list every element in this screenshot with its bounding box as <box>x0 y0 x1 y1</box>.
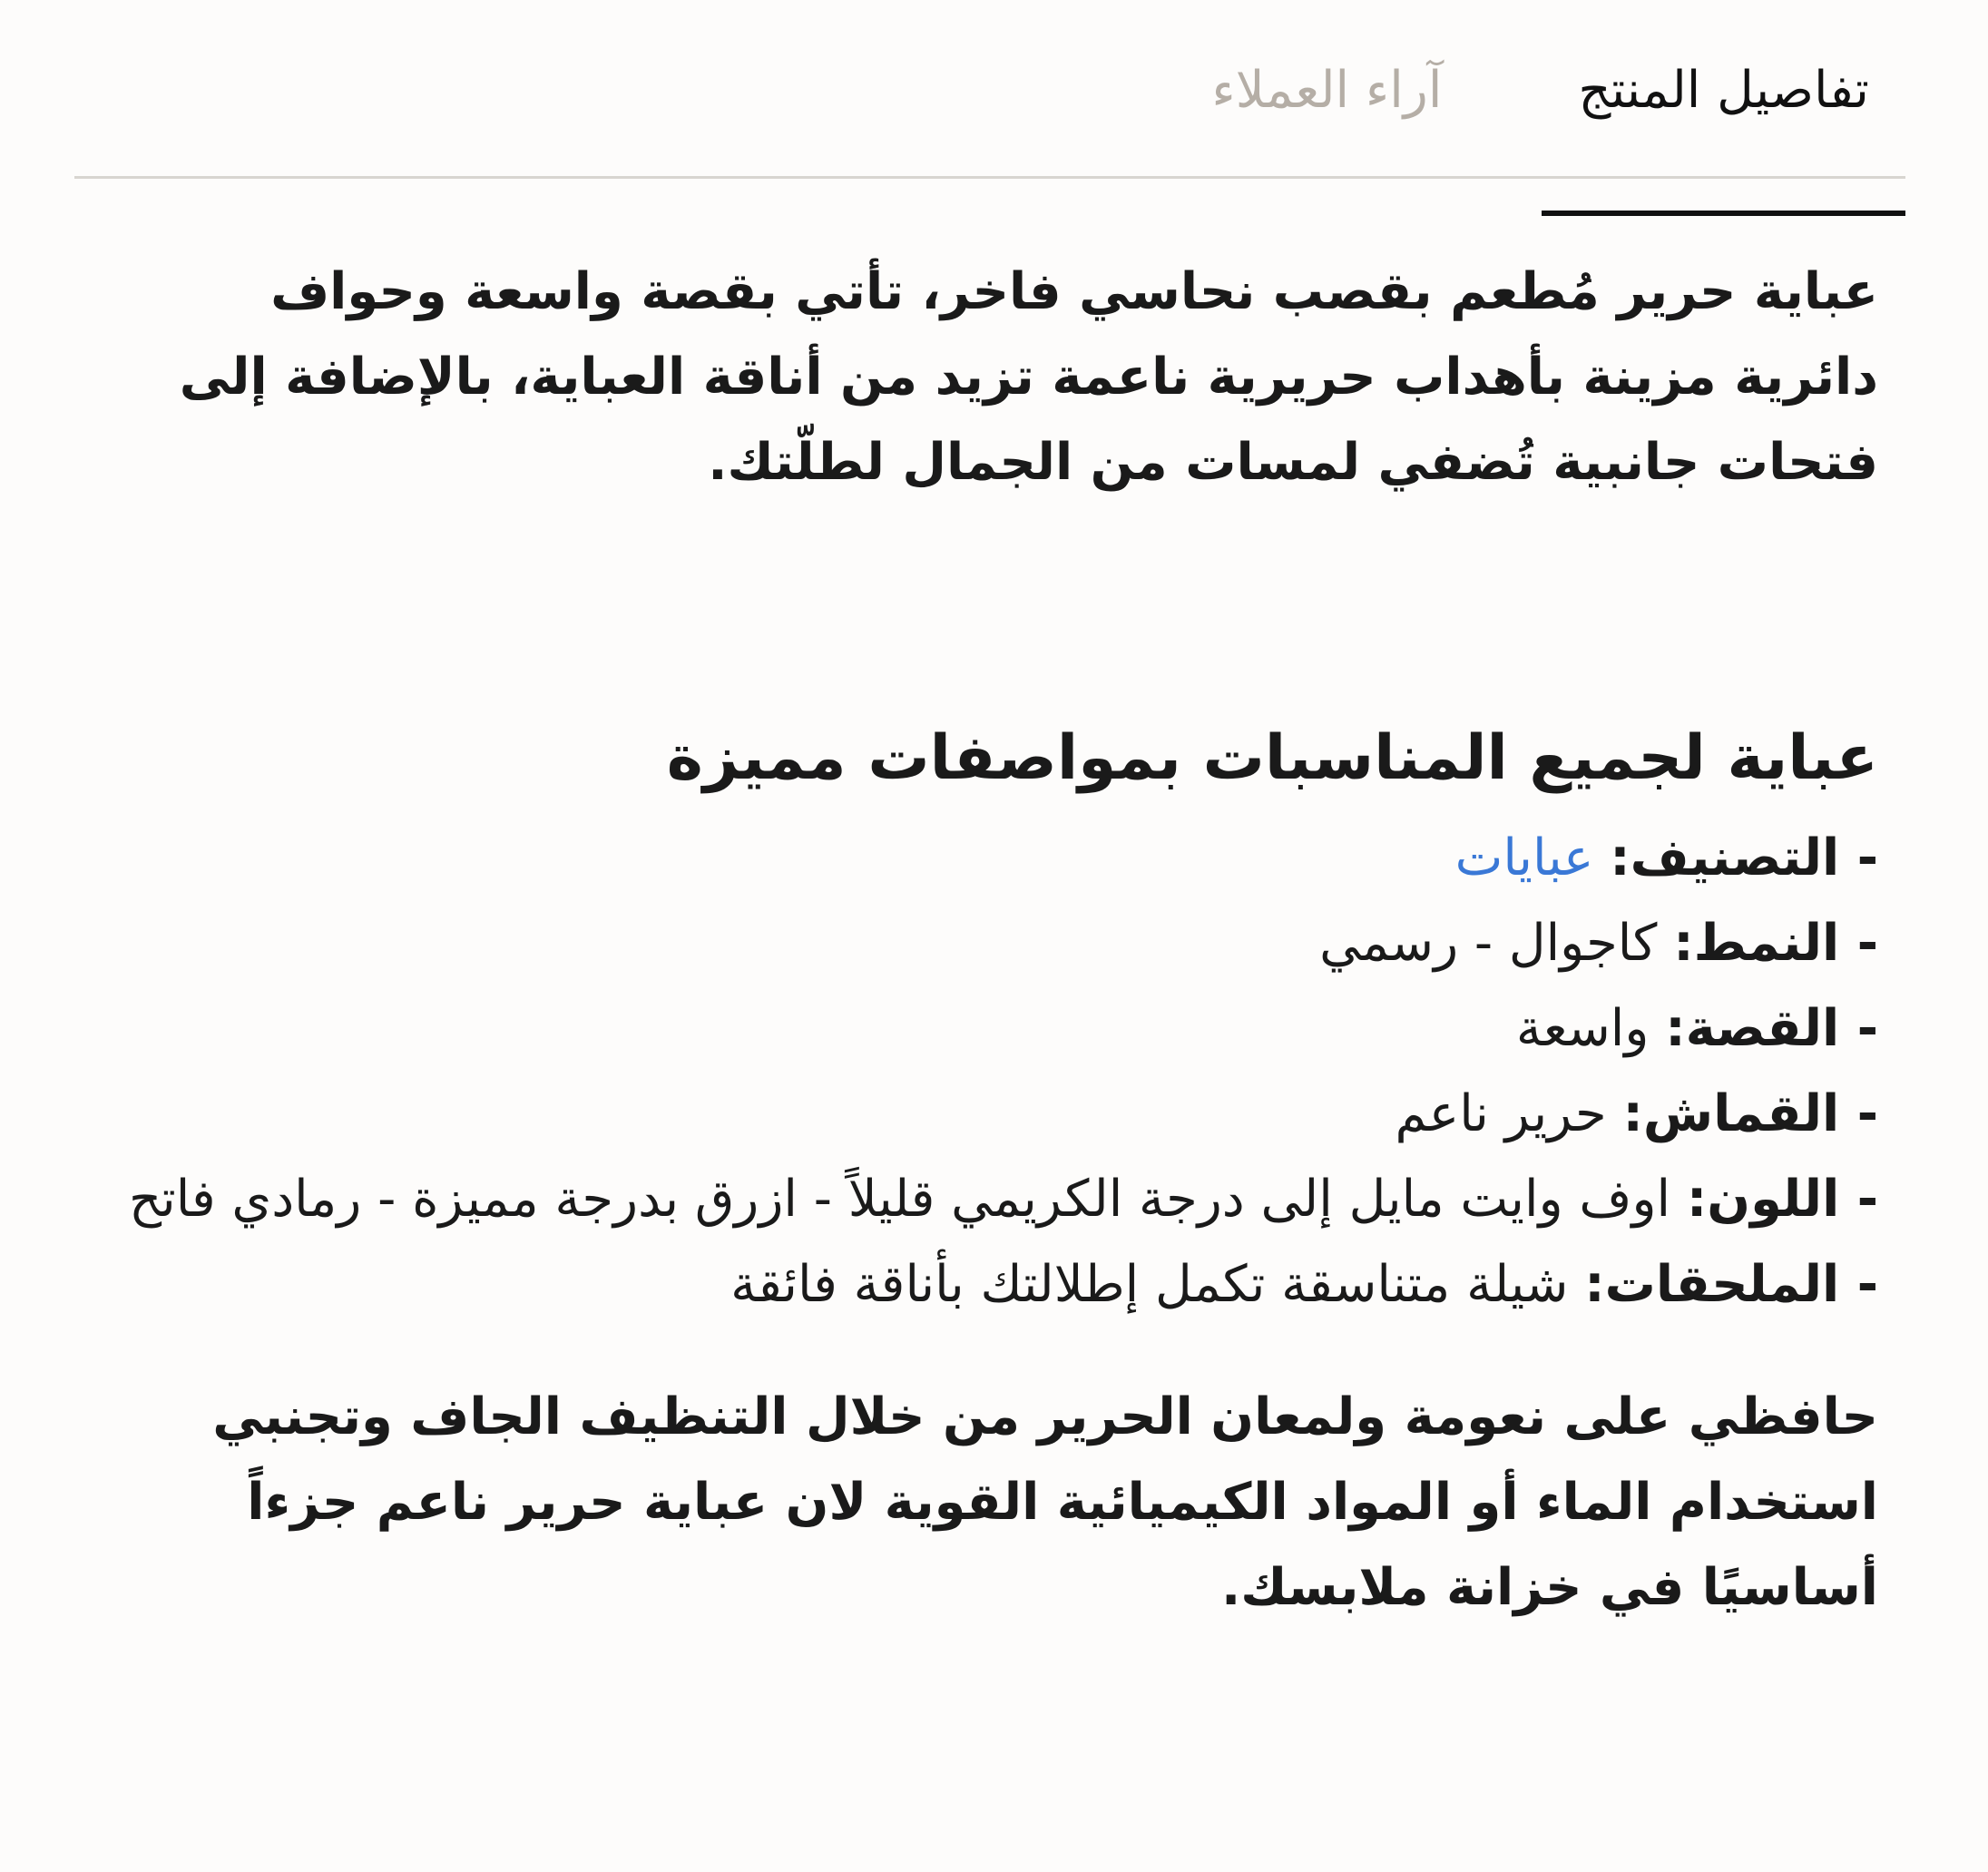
spec-key: - القماش: <box>1622 1083 1878 1143</box>
category-link[interactable]: عبايات <box>1454 828 1594 887</box>
spec-value: كاجوال - رسمي <box>1319 913 1658 973</box>
tab-bar <box>74 0 1905 179</box>
spec-color <box>129 1157 1878 1242</box>
spec-value: حرير ناعم <box>1395 1083 1607 1143</box>
care-instructions: حافظي على نعومة ولمعان الحرير من خلال التنظيف الجاف وتجنبي استخدام الماء أو المواد الكيميائية القوية لان عباية حرير ناعم جزءاً أساسيًا في خزانة ملابسك. <box>212 1387 1878 1617</box>
spec-category <box>129 816 1878 901</box>
spec-key: - القصة: <box>1665 998 1878 1058</box>
spec-key: - النمط: <box>1673 913 1878 973</box>
spec-style <box>129 901 1878 986</box>
description-intro: عباية حرير مُطعم بقصب نحاسي فاخر، تأتي بقصة واسعة وحواف دائرية مزينة بأهداب حريرية ناعمة تزيد من أناقة العباية، بالإضافة إلى فتحات جانبية تُضفي لمسات من الجمال لطلّتك. <box>179 262 1878 492</box>
spec-key: - الملحقات: <box>1584 1254 1878 1314</box>
spec-fabric <box>129 1072 1878 1157</box>
spec-accessories <box>129 1242 1878 1328</box>
spec-value: شيلة متناسقة تكمل إطلالتك بأناقة فائقة <box>730 1254 1569 1314</box>
spec-list <box>129 816 1878 1328</box>
spec-value: اوف وايت مايل إلى درجة الكريمي قليلاً - ازرق بدرجة مميزة - رمادي فاتح <box>129 1169 1671 1229</box>
tab-customer-reviews[interactable]: آراء العملاء <box>1211 61 1443 120</box>
product-description <box>74 250 1905 1631</box>
spec-key: - اللون: <box>1686 1169 1878 1229</box>
spec-value: واسعة <box>1515 998 1650 1058</box>
product-info-panel <box>74 0 1905 1872</box>
spec-key: - التصنيف: <box>1610 828 1878 887</box>
spec-cut <box>129 986 1878 1072</box>
features-heading: عباية لجميع المناسبات بمواصفات مميزة <box>666 722 1878 794</box>
tab-product-details[interactable]: تفاصيل المنتج <box>1578 0 1869 116</box>
